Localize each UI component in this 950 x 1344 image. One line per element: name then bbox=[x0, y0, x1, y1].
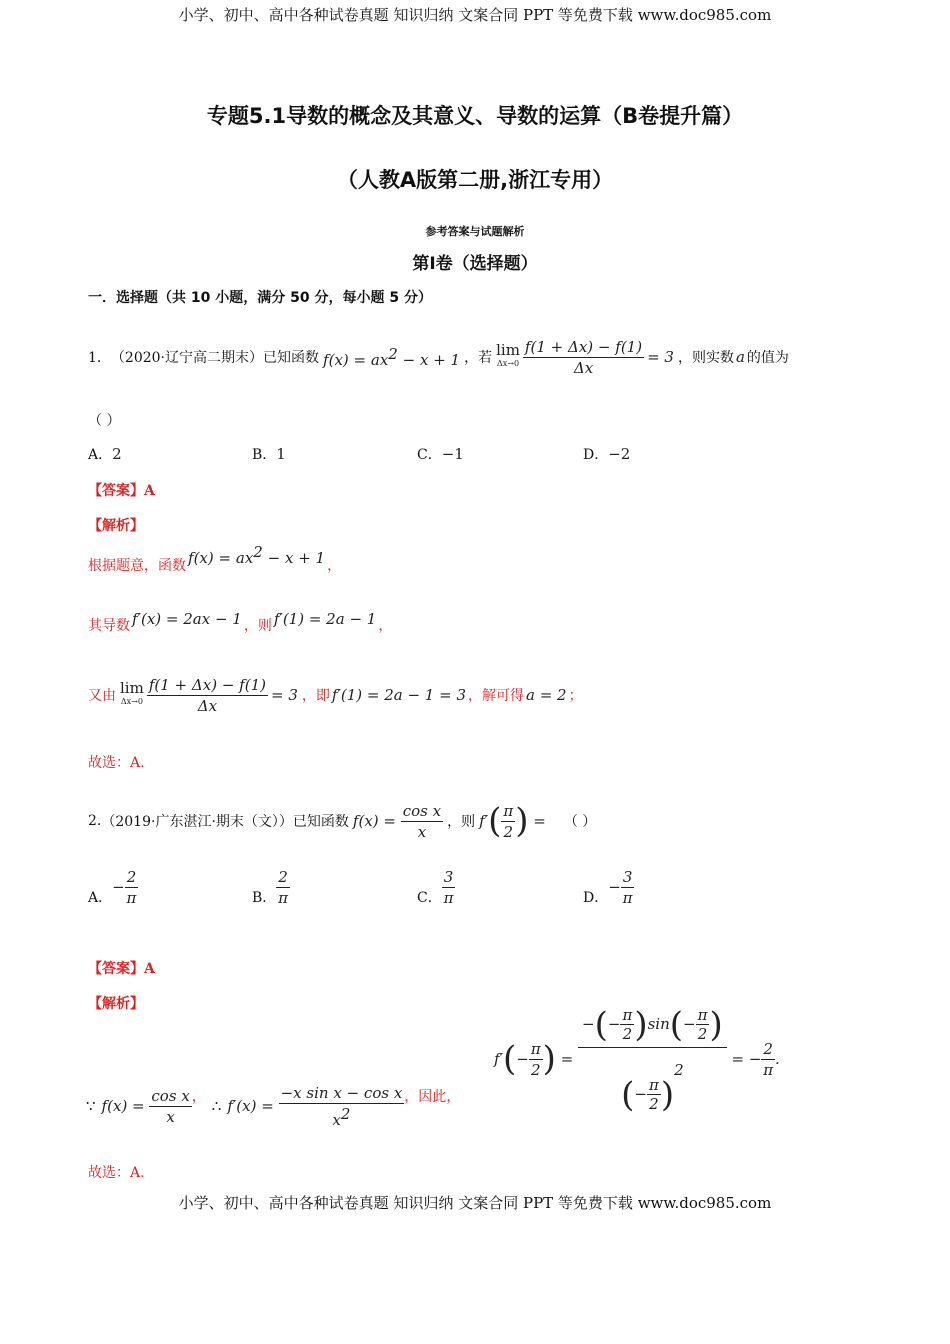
page-header: 小学、初中、高中各种试卷真题 知识归纳 文案合同 PPT 等免费下载 www.doc985.com bbox=[178, 6, 772, 24]
q2-given-formula: f ( x ) = $\frac{\text{cos x}}{x}$ bbox=[101, 1086, 190, 1126]
title-line-1: 专题5.1导数的概念及其意义、导数的运算（B卷提升篇） bbox=[206, 104, 744, 128]
q1-option-c: C．−1 bbox=[417, 445, 464, 463]
q1-line3-limit: lim Δx→0 $\frac{f(1 + \Delta x) - f(1)}{\Delta x}$ = 3 bbox=[120, 675, 298, 715]
q1-solution-line-3: 又由 lim Δx→0 $\frac{f(1 + \Delta x) - f(1)}{\Delta x}$ = 3 ，即 f′(1) = 2a − 1 = 3 ，解可得 a = 2 ； bbox=[88, 675, 583, 715]
page-footer: 小学、初中、高中各种试卷真题 知识归纳 文案合同 PPT 等免费下载 www.doc985.com bbox=[178, 1194, 772, 1212]
q2-option-d: D． − $\frac{3}{\pi}$ bbox=[583, 867, 633, 907]
q1-stem-prefix: （2020·辽宁高二期末）已知函数 bbox=[110, 350, 320, 366]
q2-analysis-label: 【解析】 bbox=[88, 996, 144, 1012]
q1-function-formula: $f(x) = ax^2 - x + 1$ bbox=[323, 345, 461, 369]
q1-solution-line-1: 根据题意，函数 $f(x) = ax^2 - x + 1$ ， bbox=[88, 543, 342, 574]
q1-stem-mid: ，若 bbox=[464, 350, 493, 366]
q1-option-a: A．2 bbox=[88, 445, 122, 463]
title-line-2: （人教A版第二册,浙江专用） bbox=[336, 168, 614, 192]
q2-therefore-text: ，因此， bbox=[404, 1089, 461, 1105]
q1-line3-result: a = 2 bbox=[526, 686, 567, 704]
q1-analysis-label: 【解析】 bbox=[88, 518, 144, 534]
q2-option-b: B． $\frac{2}{\pi}$ bbox=[252, 867, 288, 907]
q2-solution-given: ∵ f ( x ) = $\frac{\text{cos x}}{x}$ ， ∴ f ′( x ) = $\frac{\text{−x sin x − cos x}}{x^2}$ ，因此， bbox=[86, 1083, 461, 1129]
q2-stem-prefix: （2019·广东湛江·期末（文））已知函数 bbox=[101, 814, 349, 830]
q1-derivative-at-1: f′(1) = 2a − 1 bbox=[273, 610, 377, 628]
q1-line3-eq: f′(1) = 2a − 1 = 3 bbox=[331, 686, 466, 704]
q2-evaluation-formula: f ′ ( − $\frac{\pi}{2}$ ) = −(− $\frac{\pi}{2}$ )sin(− $\frac{\pi}{2}$ ) (− $\frac{\pi}{2}$ )$^2$ = − $\frac{2}{\pi}$ . bbox=[494, 1022, 780, 1132]
q1-solution-line-2: 其导数 f′(x) = 2ax − 1 ，则 f′(1) = 2a − 1 ， bbox=[88, 610, 393, 634]
q2-paren: （ ） bbox=[563, 814, 597, 830]
q1-option-b: B．1 bbox=[252, 445, 286, 463]
q1-line2-text: 其导数 bbox=[88, 618, 130, 634]
q2-target-formula: f ′ ( $\frac{\pi}{2}$ ) = bbox=[479, 801, 546, 841]
q2-number: 2. bbox=[88, 813, 102, 829]
q2-option-a: A． − $\frac{2}{\pi}$ bbox=[88, 867, 137, 907]
q1-conclusion: 故选：A. bbox=[88, 755, 145, 771]
q1-line1-text: 根据题意，函数 bbox=[88, 558, 186, 574]
subtitle: 参考答案与试题解析 bbox=[425, 225, 525, 238]
q1-line2-mid: ，则 bbox=[243, 618, 272, 634]
q1-line1-formula: $f(x) = ax^2 - x + 1$ bbox=[188, 543, 326, 567]
volume-title: 第Ⅰ卷（选择题） bbox=[412, 254, 538, 274]
q1-stem-suffix: ，则实数 bbox=[677, 350, 734, 366]
q2-option-c: C． $\frac{3}{\pi}$ bbox=[417, 867, 454, 907]
q2-conclusion: 故选：A. bbox=[88, 1165, 145, 1181]
q1-paren: （ ） bbox=[88, 413, 121, 429]
q1-line3-mid2: ，解可得 bbox=[468, 688, 524, 704]
q1-number: 1． bbox=[88, 350, 111, 366]
q1-line3-mid: ，即 bbox=[301, 688, 330, 704]
q1-option-d: D．−2 bbox=[583, 445, 631, 463]
q1-stem bbox=[88, 332, 789, 382]
q2-stem-mid: ，则 bbox=[447, 814, 476, 830]
q1-stem-var: a bbox=[735, 348, 745, 366]
q1-line3-text: 又由 bbox=[88, 688, 116, 704]
q2-stem bbox=[88, 793, 596, 849]
q2-derivative-formula: f ′( x ) = $\frac{\text{−x sin x − cos x}}{x^2}$ bbox=[227, 1083, 403, 1129]
q1-stem-end: 的值为 bbox=[746, 350, 789, 366]
q1-limit-formula: lim Δx→0 $\frac{f(1 + \Delta x) - f(1)}{\Delta x}$ = 3 bbox=[496, 337, 674, 377]
section-title: 一．选择题（共 10 小题，满分 50 分，每小题 5 分） bbox=[88, 290, 432, 306]
q2-answer: 【答案】A bbox=[88, 961, 155, 977]
q1-answer: 【答案】A bbox=[88, 483, 155, 499]
q1-derivative-formula: f′(x) = 2ax − 1 bbox=[132, 610, 242, 628]
q2-function-formula: f ( x ) = $\frac{\text{cos x}}{x}$ bbox=[352, 801, 442, 841]
